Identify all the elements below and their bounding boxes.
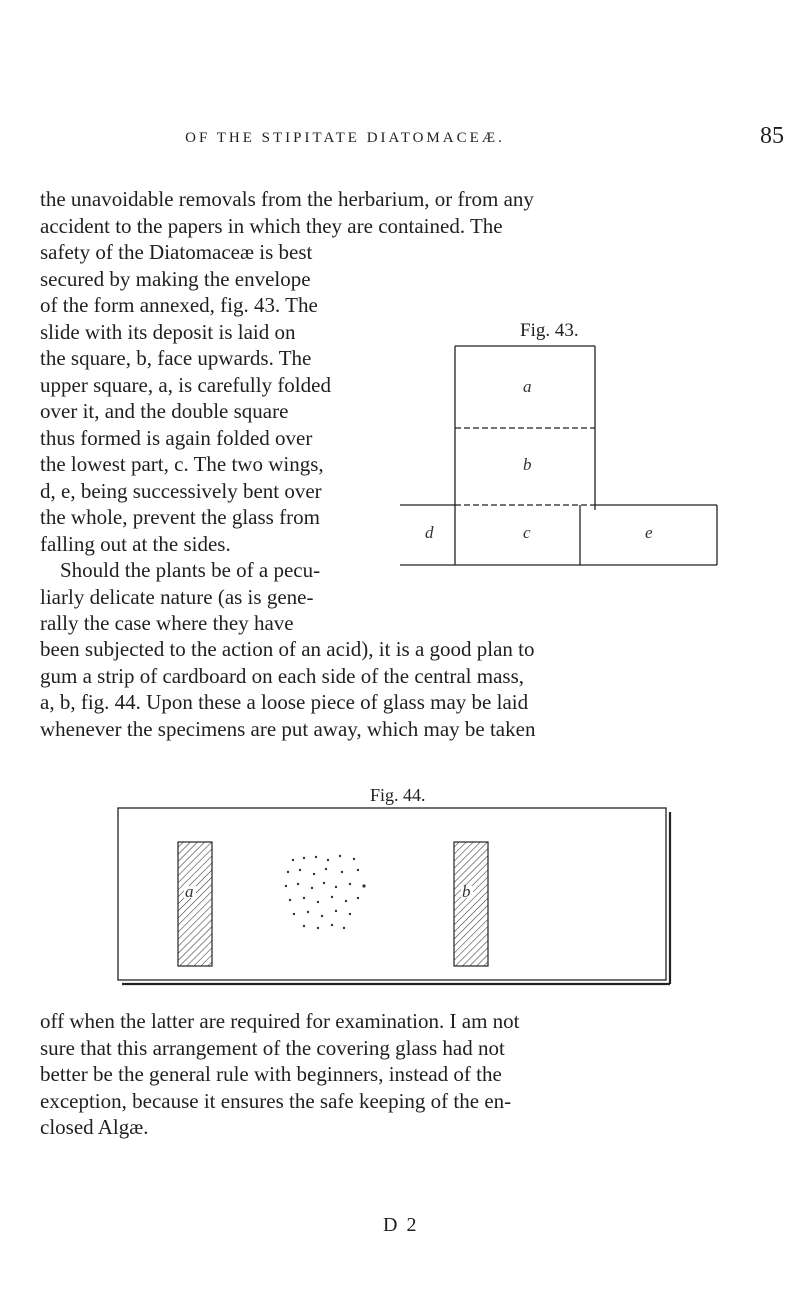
text-line: d, e, being successively bent over xyxy=(40,478,322,503)
text-line: accident to the papers in which they are contained. The xyxy=(40,213,503,238)
text-line: a, b, fig. 44. Upon these a loose piece of glass may be laid xyxy=(40,690,529,714)
paragraph-wrap xyxy=(40,239,400,637)
text-line: sure that this arrangement of the covering glass had not xyxy=(40,1035,505,1060)
label-d: d xyxy=(425,523,434,542)
label-a: a xyxy=(185,882,194,901)
paragraph-bottom xyxy=(40,1008,765,1141)
label-b: b xyxy=(462,882,471,901)
figure-44-caption: Fig. 44. xyxy=(370,785,426,805)
paragraph-middle xyxy=(40,636,765,742)
label-c: c xyxy=(523,523,531,542)
label-e: e xyxy=(645,523,653,542)
text-line: liarly delicate nature (as is gene- xyxy=(40,584,314,609)
text-line: rally the case where they have xyxy=(40,611,294,635)
running-header-title: OF THE STIPITATE DIATOMACEÆ. xyxy=(185,130,505,146)
page-number: 85 xyxy=(760,123,784,149)
text-line: better be the general rule with beginners, instead of the xyxy=(40,1062,502,1086)
figure-43-caption: Fig. 43. xyxy=(520,320,579,341)
text-line: the square, b, face upwards. The xyxy=(40,346,312,370)
text-line: falling out at the sides. xyxy=(40,531,231,556)
text-line: of the form annexed, fig. 43. The xyxy=(40,293,318,317)
specimen-deposit xyxy=(285,855,366,929)
text-line: upper square, a, is carefully folded xyxy=(40,372,331,397)
cardboard-strip-b xyxy=(454,842,488,966)
text-line: slide with its deposit is laid on xyxy=(40,319,296,344)
text-line: Should the plants be of a pecu- xyxy=(60,558,321,582)
text-line: the lowest part, c. The two wings, xyxy=(40,452,324,476)
text-line: gum a strip of cardboard on each side of the central mass, xyxy=(40,663,524,688)
paragraph-top xyxy=(40,186,765,239)
text-line: the unavoidable removals from the herbarium, or from any xyxy=(40,187,534,211)
text-line: been subjected to the action of an acid), it is a good plan to xyxy=(40,637,535,661)
signature-mark: D 2 xyxy=(383,1214,419,1236)
text-line: closed Algæ. xyxy=(40,1115,149,1139)
text-line: safety of the Diatomaceæ is best xyxy=(40,240,313,264)
figure-44-slide-diagram xyxy=(118,808,678,998)
text-line: over it, and the double square xyxy=(40,399,289,423)
text-line: secured by making the envelope xyxy=(40,266,311,291)
label-b: b xyxy=(523,455,532,474)
cardboard-strip-a xyxy=(178,842,212,966)
figure-43-envelope-diagram xyxy=(395,340,725,585)
text-line: the whole, prevent the glass from xyxy=(40,505,320,529)
text-line: exception, because it ensures the safe keeping of the en- xyxy=(40,1088,512,1113)
label-a: a xyxy=(523,377,532,396)
text-line: thus formed is again folded over xyxy=(40,425,313,450)
text-line: off when the latter are required for examination. I am not xyxy=(40,1009,520,1033)
text-line: whenever the specimens are put away, which may be taken xyxy=(40,716,536,741)
